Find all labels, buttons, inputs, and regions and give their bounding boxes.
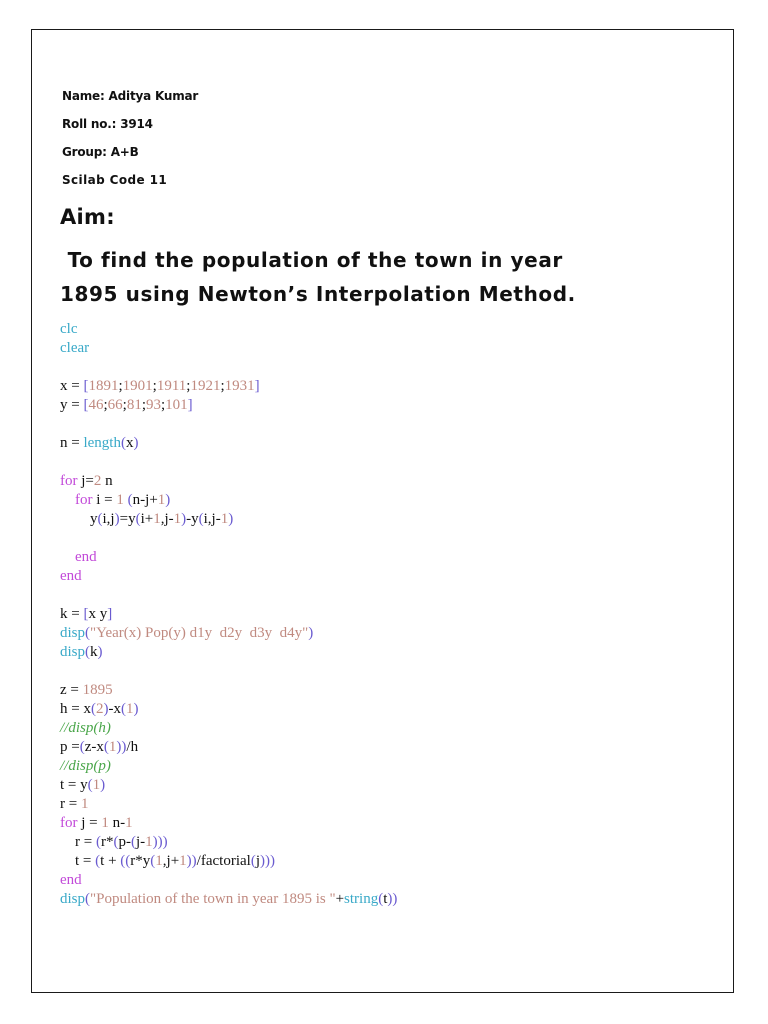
code-title: Scilab Code 11: [62, 173, 168, 187]
code-line: for i = 1 (n-j+1): [75, 492, 171, 508]
aim-heading: Aim:: [60, 205, 115, 229]
code-line: p =(z-x(1))/h: [60, 739, 139, 755]
code-line: [60, 529, 397, 548]
code-line: t = (t + ((r*y(1,j+1))/factorial(j))): [75, 853, 275, 869]
code-line: for j = 1 n-1: [60, 815, 133, 831]
code-line: [60, 358, 397, 377]
code-line: [60, 586, 397, 605]
aim-line-2: 1895 using Newton’s Interpolation Method.: [60, 282, 576, 306]
code-line: disp("Year(x) Pop(y) d1y d2y d3y d4y"): [60, 625, 314, 641]
code-line: clear: [60, 340, 90, 356]
code-line: r = (r*(p-(j-1))): [75, 834, 168, 850]
code-line: clc: [60, 321, 78, 337]
code-line: h = x(2)-x(1): [60, 701, 139, 717]
code-line: end: [60, 872, 82, 888]
code-line: end: [60, 568, 82, 584]
code-block: [60, 320, 397, 909]
code-line: t = y(1): [60, 777, 106, 793]
code-line: disp("Population of the town in year 1895 is "+string(t)): [60, 891, 398, 907]
code-line: x = [1891;1901;1911;1921;1931]: [60, 378, 260, 394]
code-line: [60, 453, 397, 472]
group: Group: A+B: [62, 145, 139, 159]
student-name: Name: Aditya Kumar: [62, 89, 199, 103]
code-line: n = length(x): [60, 435, 139, 451]
code-line: //disp(h): [60, 720, 111, 736]
code-line: disp(k): [60, 644, 103, 660]
code-line: [60, 662, 397, 681]
code-line: for j=2 n: [60, 473, 113, 489]
aim-line-1: To find the population of the town in year: [60, 248, 563, 272]
code-line: end: [75, 549, 97, 565]
code-line: //disp(p): [60, 758, 111, 774]
code-line: y(i,j)=y(i+1,j-1)-y(i,j-1): [90, 511, 234, 527]
roll-number: Roll no.: 3914: [62, 117, 153, 131]
code-line: [60, 415, 397, 434]
code-line: k = [x y]: [60, 606, 113, 622]
code-line: r = 1: [60, 796, 89, 812]
code-line: z = 1895: [60, 682, 113, 698]
code-line: y = [46;66;81;93;101]: [60, 397, 193, 413]
